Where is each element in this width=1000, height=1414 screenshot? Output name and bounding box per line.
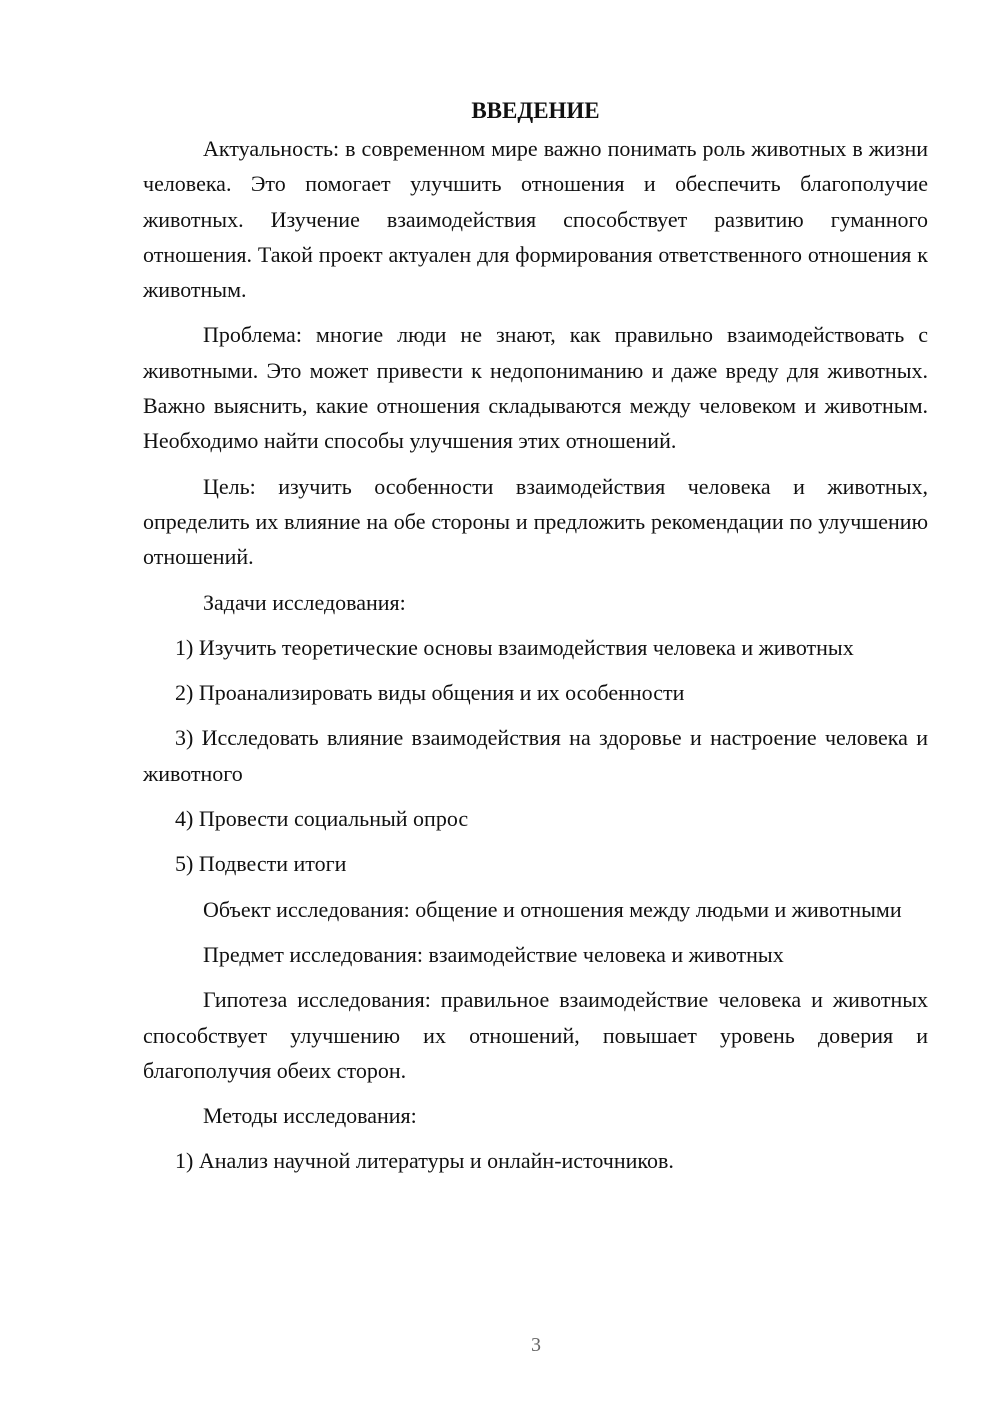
list-item: 1) Изучить теоретические основы взаимодействия человека и животных xyxy=(175,634,854,660)
subject-paragraph: Предмет исследования: взаимодействие человека и животных xyxy=(203,941,784,967)
list-item: 1) Анализ научной литературы и онлайн-источников. xyxy=(175,1148,674,1174)
document-page xyxy=(143,95,928,1189)
problem-paragraph: Проблема: многие люди не знают, как правильно взаимодействовать с животными. Это может привести к недопониманию и даже вреду для животных. Важно выяснить, какие отношения складываются между человеком и животным. Необходимо найти способы улучшения этих отношений. xyxy=(143,322,928,454)
goal-paragraph: Цель: изучить особенности взаимодействия человека и животных, определить их влияние на обе стороны и предложить рекомендации по улучшению отношений. xyxy=(143,473,928,570)
methods-heading: Методы исследования: xyxy=(203,1103,417,1129)
list-item: 3) Исследовать влияние взаимодействия на здоровье и настроение человека и животного xyxy=(143,725,928,786)
list-item: 5) Подвести итоги xyxy=(175,851,347,877)
page-title: ВВЕДЕНИЕ xyxy=(471,98,600,123)
list-item: 4) Провести социальный опрос xyxy=(175,806,469,832)
tasks-heading: Задачи исследования: xyxy=(203,589,406,615)
object-paragraph: Объект исследования: общение и отношения между людьми и животными xyxy=(203,896,902,922)
page-number: 3 xyxy=(531,1334,541,1356)
tasks-list xyxy=(143,630,928,882)
list-item: 2) Проанализировать виды общения и их особенности xyxy=(175,680,685,706)
hypothesis-paragraph: Гипотеза исследования: правильное взаимодействие человека и животных способствует улучшению их отношений, повышает уровень доверия и благополучия обеих сторон. xyxy=(143,987,928,1083)
methods-list xyxy=(143,1143,928,1178)
actuality-paragraph: Актуальность: в современном мире важно понимать роль животных в жизни человека. Это помогает улучшить отношения и обеспечить благополучие животных. Изучение взаимодействия способствует развитию гуманного отношения. Такой проект актуален для формирования ответственного отношения к животным. xyxy=(143,136,928,303)
